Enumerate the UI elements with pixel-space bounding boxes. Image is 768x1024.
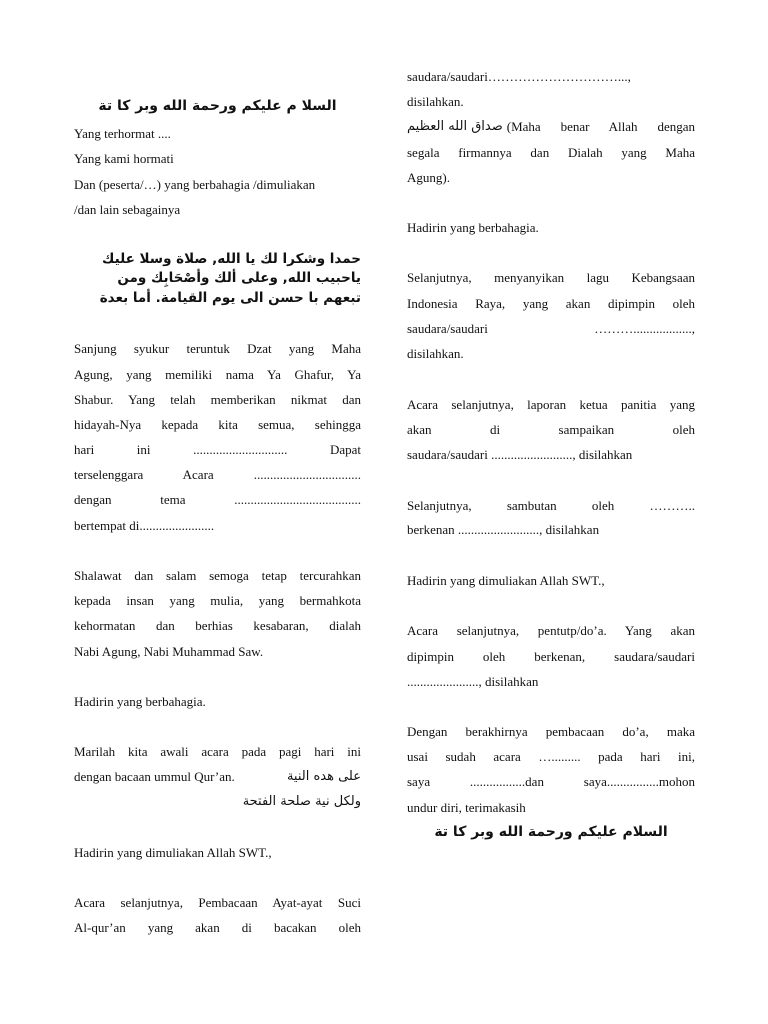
arabic-praise-line: حمدا وشكرا لك يا الله, صلاة وسلا عليك bbox=[102, 251, 361, 267]
doa-paragraph-line: ......................, disilahkan bbox=[407, 674, 539, 689]
marilah-latin-text: dengan bacaan ummul Qur’an. bbox=[74, 769, 235, 784]
sanjung-paragraph-line: Sanjung syukur teruntuk Dzat yang Maha bbox=[74, 341, 361, 356]
greeting-line: Dan (peserta/…) yang berbahagia /dimuliakan bbox=[74, 177, 316, 192]
disilahkan-line: disilahkan. bbox=[407, 94, 464, 109]
lagu-paragraph-line: disilahkan. bbox=[407, 346, 464, 361]
sodaq-latin-text: (Maha benar Allah dengan bbox=[506, 119, 695, 134]
salam-closing-title: السلام عليكم ورحمة الله وبر كا تة bbox=[434, 824, 668, 840]
shalawat-paragraph-line: kehormatan dan berhias kesabaran, dialah bbox=[74, 618, 361, 633]
hadirin-line: Hadirin yang dimuliakan Allah SWT., bbox=[407, 573, 605, 588]
lagu-paragraph-line: saudara/saudari ……….................., bbox=[407, 321, 695, 336]
greeting-line: Yang terhormat .... bbox=[74, 126, 171, 141]
sodaq-paragraph-line: segala firmannya dan Dialah yang Maha bbox=[407, 145, 695, 160]
marilah-paragraph-line: Marilah kita awali acara pada pagi hari ini bbox=[74, 744, 361, 759]
doa-paragraph-line: dipimpin oleh berkenan, saudara/saudari bbox=[407, 649, 695, 664]
sodaq-paragraph-line: Agung). bbox=[407, 170, 450, 185]
sodaq-line bbox=[407, 118, 695, 136]
laporan-paragraph-line: saudara/saudari ........................., disilahkan bbox=[407, 447, 633, 462]
sodaq-arabic-text: صداق الله العظيم bbox=[407, 119, 503, 134]
saudara-line: saudara/saudari…………………………..., bbox=[407, 69, 631, 84]
penutup-paragraph-line: Dengan berakhirnya pembacaan do’a, maka bbox=[407, 724, 695, 739]
sanjung-paragraph-line: bertempat di....................... bbox=[74, 518, 215, 533]
salam-opening-title: السلا م عليكم ورحمة الله وبر كا تة bbox=[98, 98, 337, 114]
sanjung-paragraph-line: terselenggara Acara ................................. bbox=[74, 467, 361, 482]
penutup-paragraph-line: usai sudah acara …......... pada hari ini, bbox=[407, 749, 695, 764]
marilah-paragraph-line bbox=[74, 768, 361, 786]
acara-paragraph-line: Al-qur’an yang akan di bacakan oleh bbox=[74, 920, 361, 935]
greeting-line: Yang kami hormati bbox=[74, 151, 174, 166]
lagu-paragraph-line: Selanjutnya, menyanyikan lagu Kebangsaan bbox=[407, 270, 695, 285]
sanjung-paragraph-line: Shabur. Yang telah memberikan nikmat dan bbox=[74, 392, 361, 407]
sambutan-paragraph-line: Selanjutnya, sambutan oleh ……….. bbox=[407, 498, 695, 513]
arabic-praise-line: ياحبيب الله, وعلى ألك وأصْحَابِك ومن bbox=[117, 270, 361, 286]
shalawat-paragraph-line: Nabi Agung, Nabi Muhammad Saw. bbox=[74, 644, 264, 659]
acara-paragraph-line: Acara selanjutnya, Pembacaan Ayat-ayat Suci bbox=[74, 895, 361, 910]
laporan-paragraph-line: akan di sampaikan oleh bbox=[407, 422, 695, 437]
sanjung-paragraph-line: Agung, yang memiliki nama Ya Ghafur, Ya bbox=[74, 367, 361, 382]
sambutan-paragraph-line: berkenan ........................., disilahkan bbox=[407, 522, 600, 537]
shalawat-paragraph-line: kepada insan yang mulia, yang bermahkota bbox=[74, 593, 361, 608]
penutup-paragraph-line: undur diri, terimakasih bbox=[407, 800, 526, 815]
penutup-paragraph-line: saya .................dan saya................mohon bbox=[407, 774, 695, 789]
sanjung-paragraph-line: hidayah-Nya kepada kita semua, sehingga bbox=[74, 417, 361, 432]
hadirin-line: Hadirin yang berbahagia. bbox=[74, 694, 206, 709]
shalawat-paragraph-line: Shalawat dan salam semoga tetap tercurahkan bbox=[74, 568, 361, 583]
lagu-paragraph-line: Indonesia Raya, yang akan dipimpin oleh bbox=[407, 296, 695, 311]
sanjung-paragraph-line: dengan tema ....................................... bbox=[74, 492, 361, 507]
marilah-arabic-line: ولكل نية صلحة الفتحة bbox=[242, 794, 361, 809]
marilah-arabic-text: على هده النية bbox=[286, 769, 361, 784]
hadirin-line: Hadirin yang dimuliakan Allah SWT., bbox=[74, 845, 272, 860]
hadirin-line: Hadirin yang berbahagia. bbox=[407, 220, 539, 235]
greeting-line: /dan lain sebagainya bbox=[74, 202, 181, 217]
arabic-praise-line: تبعهم با حسن الى يوم القيامة. أما بعدة bbox=[99, 290, 361, 306]
laporan-paragraph-line: Acara selanjutnya, laporan ketua panitia yang bbox=[407, 397, 695, 412]
doa-paragraph-line: Acara selanjutnya, pentutp/do’a. Yang akan bbox=[407, 623, 695, 638]
sanjung-paragraph-line: hari ini ............................. Dapat bbox=[74, 442, 361, 457]
